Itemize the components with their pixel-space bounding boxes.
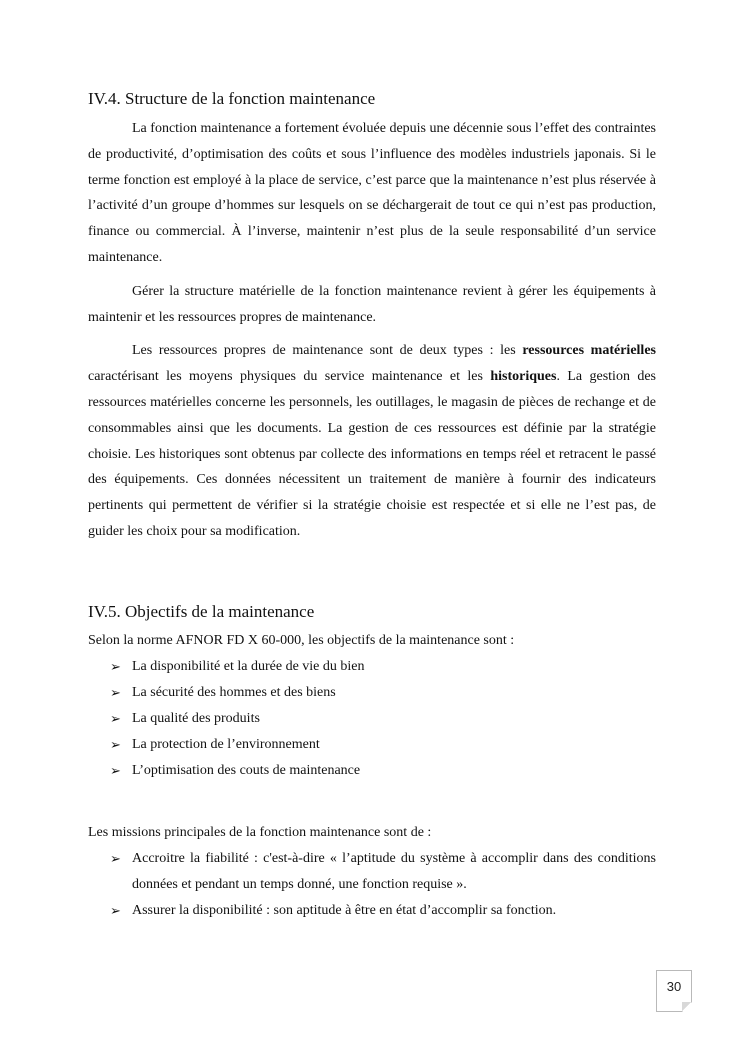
paragraph-structure-materielle: Gérer la structure matérielle de la fonction maintenance revient à gérer les équipements à maintenir et les ressources propres de maintenance. [88,283,656,325]
arrow-bullet-icon: ➢ [110,736,121,752]
arrow-bullet-icon: ➢ [110,684,121,700]
page-content [88,88,656,924]
objectives-intro: Selon la norme AFNOR FD X 60-000, les objectifs de la maintenance sont : [88,632,515,648]
arrow-bullet-icon: ➢ [110,850,121,866]
list-item: ➢ L’optimisation des couts de maintenance [88,758,656,784]
page-curl-shadow [682,1002,691,1011]
section-heading-iv5: IV.5. Objectifs de la maintenance [88,601,315,621]
list-item: ➢ La sécurité des hommes et des biens [88,680,656,706]
paragraph-structure-intro: La fonction maintenance a fortement évoluée depuis une décennie sous l’effet des contraintes de productivité, d’optimisation des coûts et sous l’influence des modèles industriels japonais. Si le terme fonction est employé à la place de service, c’est parce que la maintenance n’est plus réservée à l’activité d’un groupe d’hommes sur lesquels on se déchargerait de tout ce qui n’est pas production, finance ou commercial. À l’inverse, maintenir n’est plus de la seule responsabilité d’un service maintenance. [88,121,656,265]
ressources-text-a: Les ressources propres de maintenance sont de deux types : les [132,343,523,359]
arrow-bullet-icon: ➢ [110,658,121,674]
missions-list [88,846,656,924]
arrow-bullet-icon: ➢ [110,710,121,726]
page-number-box [656,970,692,1012]
list-item: ➢ Assurer la disponibilité : son aptitude à être en état d’accomplir sa fonction. [88,898,656,924]
section-heading-iv4: IV.4. Structure de la fonction maintenance [88,89,376,108]
ressources-materielles-bold: ressources matérielles [522,343,656,359]
paragraph-ressources [88,338,656,544]
arrow-bullet-icon: ➢ [110,762,121,778]
list-item: ➢ La qualité des produits [88,706,656,732]
list-item: ➢ Accroitre la fiabilité : c'est-à-dire « l’aptitude du système à accomplir dans des conditions données et pendant un temps donné, une fonction requise ». [88,846,656,898]
missions-intro: Les missions principales de la fonction maintenance sont de : [88,824,432,840]
ressources-text-c: . La gestion des ressources matérielles concerne les personnels, les outillages, le magasin de pièces de rechange et de consommables ainsi que les documents. La gestion de ces ressources est définie par la stratégie choisie. Les historiques sont obtenus par collecte des informations en temps réel et retracent le passé des équipements. Ces données nécessitent un traitement de manière à fournir des indicateurs pertinents qui permettent de vérifier si la stratégie choisie est respectée et si elle ne l’est pas, de guider les choix pour sa modification. [88,369,656,539]
ressources-text-b: caractérisant les moyens physiques du service maintenance et les [88,369,491,385]
page-number: 30 [666,979,682,994]
arrow-bullet-icon: ➢ [110,902,121,918]
historiques-bold: historiques [490,369,557,385]
objectives-list [88,654,656,784]
list-item: ➢ La disponibilité et la durée de vie du bien [88,654,656,680]
list-item: ➢ La protection de l’environnement [88,732,656,758]
